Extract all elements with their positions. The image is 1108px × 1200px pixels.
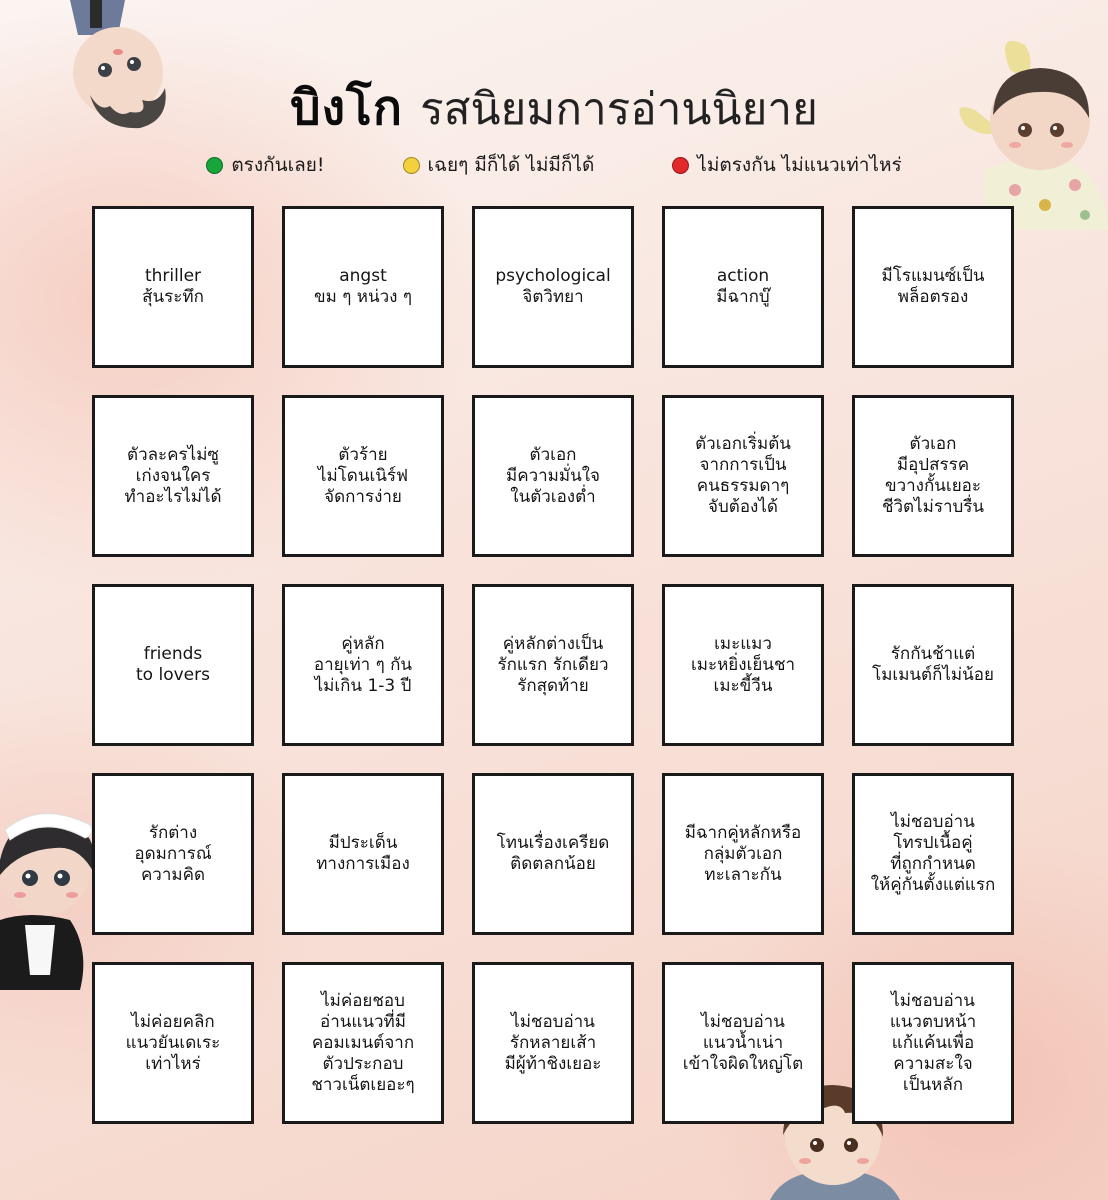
bingo-cell-r3c5[interactable] <box>852 584 1014 746</box>
legend-label: เฉยๆ มีก็ได้ ไม่มีก็ได้ <box>427 154 595 176</box>
bingo-grid <box>92 206 1014 1124</box>
bingo-cell-r5c2[interactable] <box>282 962 444 1124</box>
bingo-cell-label: คู่หลักต่างเป็น รักแรก รักเดียว รักสุดท้าย <box>497 633 609 696</box>
legend-item-match <box>206 150 324 180</box>
bingo-cell-label: action มีฉากบู๊ <box>716 266 770 307</box>
bingo-cell-label: ตัวร้าย ไม่โดนเนิร์ฟ จัดการง่าย <box>317 444 409 507</box>
bingo-cell-r4c1[interactable] <box>92 773 254 935</box>
bingo-cell-r5c4[interactable] <box>662 962 824 1124</box>
bingo-cell-r4c3[interactable] <box>472 773 634 935</box>
bingo-cell-label: angst ขม ๆ หน่วง ๆ <box>314 266 412 307</box>
bingo-cell-r2c3[interactable] <box>472 395 634 557</box>
bingo-cell-r4c4[interactable] <box>662 773 824 935</box>
bingo-cell-label: ตัวละครไม่ซู เก่งจนใคร ทำอะไรไม่ได้ <box>124 444 222 507</box>
bingo-cell-r5c5[interactable] <box>852 962 1014 1124</box>
bingo-cell-r4c5[interactable] <box>852 773 1014 935</box>
bingo-cell-r2c2[interactable] <box>282 395 444 557</box>
legend-label: ตรงกันเลย! <box>231 154 325 176</box>
bingo-cell-label: ตัวเอกเริ่มต้น จากการเป็น คนธรรมดาๆ จับต้องได้ <box>695 434 791 517</box>
title-subtitle: รสนิยมการอ่านนิยาย <box>419 84 818 135</box>
bingo-cell-r2c1[interactable] <box>92 395 254 557</box>
legend-label: ไม่ตรงกัน ไม่แนวเท่าไหร่ <box>697 154 902 176</box>
bingo-cell-r3c3[interactable] <box>472 584 634 746</box>
legend <box>0 150 1108 180</box>
bingo-cell-r1c3[interactable] <box>472 206 634 368</box>
bingo-cell-label: มีฉากคู่หลักหรือ กลุ่มตัวเอก ทะเลาะกัน <box>684 822 802 885</box>
bingo-cell-label: thriller สุ้นระทึก <box>142 266 204 307</box>
green-dot-icon <box>206 157 223 174</box>
red-dot-icon <box>672 157 689 174</box>
bingo-cell-r1c4[interactable] <box>662 206 824 368</box>
bingo-cell-label: ไม่ชอบอ่าน โทรปเนื้อคู่ ที่ถูกกำหนด ให้คู่กันตั้งแต่แรก <box>870 812 996 895</box>
bingo-cell-label: ตัวเอก มีอุปสรรค ขวางกั้นเยอะ ชีวิตไม่ราบรื่น <box>881 434 985 517</box>
bingo-cell-label: คู่หลัก อายุเท่า ๆ กัน ไม่เกิน 1-3 ปี <box>313 633 413 696</box>
bingo-cell-label: ตัวเอก มีความมั่นใจ ในตัวเองต่ำ <box>506 444 600 507</box>
bingo-cell-r5c3[interactable] <box>472 962 634 1124</box>
bingo-cell-r1c5[interactable] <box>852 206 1014 368</box>
bingo-cell-label: ไม่ชอบอ่าน แนวตบหน้า แก้แค้นเพื่อ ความสะใจ เป็นหลัก <box>889 990 977 1095</box>
bingo-cell-label: ไม่ค่อยชอบ อ่านแนวที่มี คอมเมนต์จาก ตัวประกอบ ชาวเน็ตเยอะๆ <box>311 990 415 1095</box>
bingo-cell-label: ไม่ค่อยคลิก แนวยันเดเระ เท่าไหร่ <box>125 1011 221 1074</box>
title-main: บิงโก <box>290 80 403 136</box>
page-title <box>0 70 1108 146</box>
bingo-cell-label: psychological จิตวิทยา <box>495 266 611 307</box>
bingo-cell-r2c4[interactable] <box>662 395 824 557</box>
legend-item-neutral <box>403 150 595 180</box>
bingo-cell-r3c4[interactable] <box>662 584 824 746</box>
bingo-cell-label: รักกันช้าแต่ โมเมนต์ก็ไม่น้อย <box>872 644 994 685</box>
bingo-cell-r1c1[interactable] <box>92 206 254 368</box>
bingo-cell-label: ไม่ชอบอ่าน รักหลายเส้า มีผู้ท้าชิงเยอะ <box>504 1011 602 1074</box>
bingo-cell-r4c2[interactable] <box>282 773 444 935</box>
bingo-cell-label: รักต่าง อุดมการณ์ ความคิด <box>134 822 212 885</box>
bingo-cell-r5c1[interactable] <box>92 962 254 1124</box>
bingo-cell-r1c2[interactable] <box>282 206 444 368</box>
bingo-cell-label: มีโรแมนซ์เป็น พล็อตรอง <box>881 266 985 307</box>
yellow-dot-icon <box>403 157 420 174</box>
bingo-cell-r3c2[interactable] <box>282 584 444 746</box>
bingo-cell-r2c5[interactable] <box>852 395 1014 557</box>
bingo-cell-r3c1[interactable] <box>92 584 254 746</box>
legend-item-mismatch <box>672 150 901 180</box>
bingo-cell-label: friends to lovers <box>136 644 210 685</box>
bingo-cell-label: ไม่ชอบอ่าน แนวน้ำเน่า เข้าใจผิดใหญ่โต <box>682 1011 804 1074</box>
bingo-cell-label: มีประเด็น ทางการเมือง <box>316 833 410 874</box>
bingo-cell-label: เมะแมว เมะหยิ่งเย็นชา เมะขี้วีน <box>690 633 796 696</box>
bingo-cell-label: โทนเรื่องเครียด ติดตลกน้อย <box>496 833 610 874</box>
